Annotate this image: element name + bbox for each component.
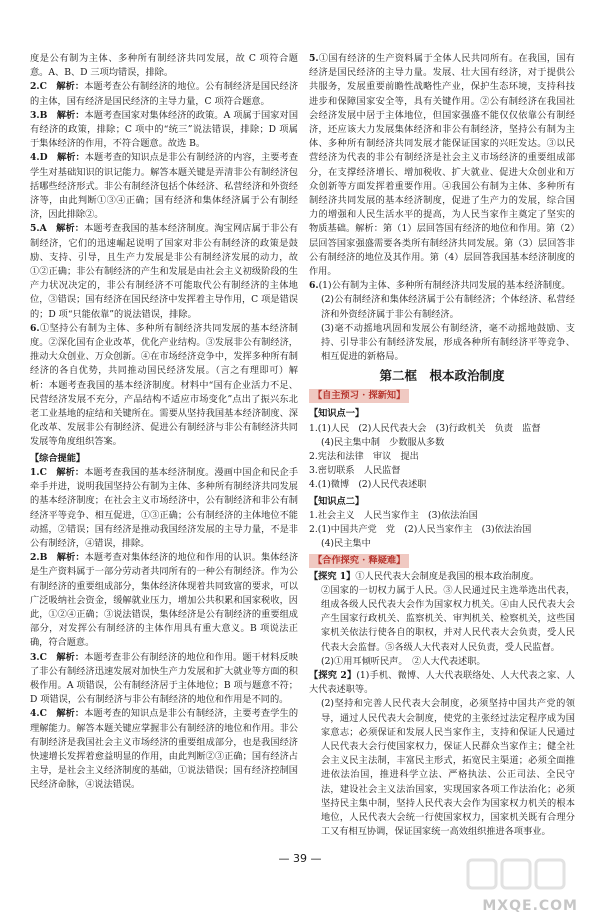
answer-text: (2)公有制经济和集体经济属于公有制经济；个体经济、私营经济和外资经济属于非公有制经济。 bbox=[321, 294, 575, 320]
analysis-label: 解析： bbox=[56, 651, 85, 663]
answer-para bbox=[309, 293, 575, 321]
kp-line: 1.(1)人民 (2)人民代表大会 (3)行政机关 负责 监督 bbox=[309, 422, 541, 434]
answer-text: 本题考查的知识点是非公有制经济，主要考查学生的理解能力。解答本题关键应掌握非公有制经济的地位和作用。非公有制经济是我国社会主义市场经济的重要组成部分，也是我国经济快速增长发挥着愈益明显的作用，由此判断②③正确；国有经济占主导，是社会主义经济制度的基础，①说法错误；国有经济控制国民经济命脉，④说法错误。 bbox=[30, 708, 299, 791]
answer-text: 本题考查的知识点是非公有制经济的内容，主要考查学生对基础知识的识记能力。解答本题关键是弄清非公有制经济包括哪些经济形式。非公有制经济包括个体经济、私营经济和外资经济等，由此判断①③④正确；国有经济和集体经济属于公有制经济，因此排除②。 bbox=[30, 152, 299, 221]
page-number-value: 39 bbox=[293, 852, 307, 865]
answer-text: 本题考查对集体经济的地位和作用的认识。集体经济是生产资料属于一部分劳动者共同所有的一种公有制经济。作为公有制经济的重要组成部分，集体经济体现着共同致富的要求，可以广泛吸纳社会资金，缓解就业压力，增加公共积累和国家税收，因此，①②④正确；③说法错误，集体经济是公有制经济的重要组成部分，对发挥公有制经济的主体作用具有重大意义。B 项说法正确，符合题意。 bbox=[30, 552, 299, 649]
answer-num: 5. bbox=[309, 53, 319, 64]
explore-para: ②国家的一切权力属于人民。③人民通过民主选举选出代表，组成各级人民代表大会作为国家权力机关。④由人民代表大会产生国家行政机关、监察机关、审判机关、检察机关，这些国家机关依法行使各自的职权，并对人民代表大会负责，受人民代表大会监督。⑤各级人大代表对人民负责，受人民监督。 bbox=[321, 584, 575, 653]
answer-para bbox=[30, 151, 298, 222]
answer-para bbox=[309, 279, 575, 293]
answer-text: ①坚持公有制为主体、多种所有制经济共同发展的基本经济制度。②深化国有企业改革，优化产业结构。③发展非公有制经济，推动大众创业、万众创新。④在市场经济竞争中，发挥多种所有制经济的各自优势，共同推动国民经济发展。（言之有理即可）解析：本题考查我国的基本经济制度。材料中“国有企业活力不足、民营经济发展不充分，产品结构不适应市场变化”点出了振兴东北老工业基地的症结和关键所在。需要从坚持我国基本经济制度、深化改革、发展非公有制经济、促进公有制经济与非公有制经济共同发展等角度组织答案。 bbox=[30, 322, 298, 448]
answer-text: 本题考查非公有制经济的地位和作用。题干材料反映了非公有制经济迅速发展对加快生产力发展和扩大就业等方面的积极作用。A 项错误，公有制经济居于主体地位；B 项与题意不符；D 项错误，公有制经济与非公有制经济的地位和作用是不同的。 bbox=[30, 651, 299, 706]
answer-num: 5.A bbox=[30, 223, 47, 235]
analysis-label: 解析： bbox=[56, 81, 85, 93]
answer-para bbox=[30, 52, 298, 80]
comprehensive-header: 【综合提能】 bbox=[30, 452, 86, 464]
kp-line: 2.(1)中国共产党 党 (2)人民当家作主 (3)依法治国 bbox=[309, 524, 532, 536]
analysis-label: 解析： bbox=[56, 152, 85, 164]
analysis-label: 解析： bbox=[56, 223, 85, 235]
explore-para bbox=[309, 669, 575, 697]
answer-para bbox=[309, 52, 575, 279]
answer-para bbox=[30, 651, 298, 708]
analysis-label: 解析： bbox=[56, 466, 85, 478]
answer-num: 4.D bbox=[30, 152, 48, 164]
preview-banner: 【自主预习 · 探新知】 bbox=[309, 389, 409, 403]
page-number: — 39 — bbox=[278, 852, 322, 865]
knowledge-point-2-header: 【知识点二】 bbox=[309, 495, 365, 507]
explore-text: ①人民代表大会制度是我国的根本政治制度。 bbox=[355, 570, 540, 582]
knowledge-point-1-header: 【知识点一】 bbox=[309, 408, 365, 420]
left-column bbox=[30, 52, 298, 793]
answer-para bbox=[30, 551, 298, 650]
answer-num: 3.B bbox=[30, 109, 48, 121]
answer-num: 4.C bbox=[30, 708, 47, 720]
explore-para: (2)坚持和完善人民代表大会制度，必须坚持中国共产党的领导，通过人民代表大会制度，使党的主张经过法定程序成为国家意志；必须保证和发展人民当家作主，支持和保证人民通过人民代表大会行使国家权力，保证人民群众当家作主；健全社会主义民主法制，丰富民主形式，拓宽民主渠道；必须全面推进依法治国，推进科学立法、严格执法、公正司法、全民守法，建设社会主义法治国家，实现国家各项工作法治化；必须坚持民主集中制，坚持人民代表大会作为国家权力机关的根本地位，人民代表大会统一行使国家权力，国家机关既有合理分工又有相互协调，保证国家统一高效组织推进各项事业。 bbox=[321, 698, 575, 838]
answer-para bbox=[30, 466, 298, 551]
answer-text: 本题考查公有制经济的地位。公有制经济是国民经济的主体，国有经济是国民经济的主导力量，C 项符合题意。 bbox=[30, 81, 299, 107]
answer-text: 本题考查我国的基本经济制度。漫画中国企和民企手牵手并进，说明我国坚持公有制为主体、多种所有制经济共同发展的基本经济制度；在社会主义市场经济中，公有制经济和非公有制经济平等竞争、相互促进，①③正确；公有制经济的主体地位不能动摇，②错误；国有经济是推动我国经济发展的主导力量，不是非公有制经济，④错误，排除。 bbox=[30, 466, 299, 549]
answer-num: 6. bbox=[309, 280, 319, 292]
kp-line: 3.密切联系 人民监督 bbox=[309, 465, 401, 477]
cooperation-banner: 【合作探究 · 释疑难】 bbox=[309, 554, 409, 568]
explore-2-label: 【探究 2】 bbox=[309, 669, 357, 681]
answer-num: 2.B bbox=[30, 552, 48, 564]
answer-num: 6. bbox=[30, 322, 40, 334]
answer-text: 本题考查国家对集体经济的政策。A 项属于国家对国有经济的政策，排除；C 项中的“统三”说法错误，排除；D 项属于集体经济的作用，不符合题意。故选 B。 bbox=[30, 109, 299, 150]
answer-num: 3.C bbox=[30, 651, 47, 663]
analysis-label: 解析： bbox=[56, 708, 85, 720]
answer-text: (3)毫不动摇地巩固和发展公有制经济，毫不动摇地鼓励、支持、引导非公有制经济发展，形成各种所有制经济平等竞争、相互促进的新格局。 bbox=[321, 322, 575, 363]
explore-text: (1)手机、微博、人大代表联络处、人大代表之家、人大代表述职等。 bbox=[309, 669, 575, 696]
answer-para bbox=[309, 322, 575, 365]
answer-para bbox=[30, 222, 298, 321]
answer-text: ①国有经济的生产资料属于全体人民共同所有。在我国，国有经济是国民经济的主导力量。发展、壮大国有经济，对于提供公共服务，发展重要前瞻性战略性产业，保护生态环境，支持科技进步和保障国家安全等，具有关键作用。②公有制经济在我国社会经济发展中居于主体地位，但国家强盛不能仅仅依靠公有制经济，还应该大力发展集体经济和非公有制经济，坚持公有制为主体、多种所有制经济共同发展才能保证国家的兴旺发达。③以民营经济为代表的非公有制经济是社会主义市场经济的重要组成部分，在支撑经济增长、增加税收、扩大就业、促进大众创业和万众创新等方面发挥着重要作用。④我国公有制为主体、多种所有制经济共同发展的基本经济制度，促进了生产力的发展，综合国力的增强和人民生活水平的提高，为人民当家作主奠定了坚实的物质基础。解析：第（1）层回答国有经济的地位和作用。第（2）层回答国家强盛需要各类所有制经济共同发展。第（3）层回答非公有制经济的地位及其作用。第（4）层回答我国基本经济制度的作用。 bbox=[309, 53, 575, 278]
analysis-label: 解析： bbox=[56, 109, 85, 121]
answer-para bbox=[30, 80, 298, 108]
kp-line: 1.社会主义 人民当家作主 (3)依法治国 bbox=[309, 509, 478, 521]
kp-line: 2.宪法和法律 审议 提出 bbox=[309, 451, 419, 463]
kp-line: (4)民主集中 bbox=[321, 538, 371, 550]
answer-para bbox=[30, 109, 298, 152]
analysis-label: 解析： bbox=[56, 552, 85, 564]
answer-para bbox=[30, 322, 298, 450]
kp-line: (4)民主集中制 少数服从多数 bbox=[321, 436, 445, 448]
right-column bbox=[309, 52, 575, 839]
answer-text: 度是公有制为主体、多种所有制经济共同发展，故 C 项符合题意。A、B、D 三项均错误，排除。 bbox=[30, 53, 298, 79]
answer-para bbox=[30, 707, 298, 792]
answer-num: 1.C bbox=[30, 466, 47, 478]
answer-text: 本题考查我国的基本经济制度。淘宝网店属于非公有制经济，它们的迅速崛起说明了国家对非公有制经济的政策是鼓励、支持、引导，且生产力发展是非公有制经济发展的动力，故①②正确；非公有制经济的产生和发展是由社会主义初级阶段的生产力状况决定的，非公有制经济不可能取代公有制经济的主体地位，③错误；国有经济在国民经济中发挥着主导作用，C 项是错误的；D 项“只能依靠”的说法错误，排除。 bbox=[30, 223, 299, 320]
watermark-text: MXQE.COM bbox=[482, 898, 578, 914]
section-title: 第二框 根本政治制度 bbox=[379, 368, 505, 384]
explore-1-label: 【探究 1】 bbox=[309, 570, 356, 582]
answer-num: 2.C bbox=[30, 81, 47, 93]
answer-text: (1)公有制为主体、多种所有制经济共同发展的基本经济制度。 bbox=[318, 280, 571, 292]
explore-para bbox=[309, 570, 575, 584]
kp-line: 4.(1)微博 (2)人民代表述职 bbox=[309, 479, 427, 491]
explore-para: (2)①用耳倾听民声。 ②人大代表述职。 bbox=[321, 655, 486, 667]
